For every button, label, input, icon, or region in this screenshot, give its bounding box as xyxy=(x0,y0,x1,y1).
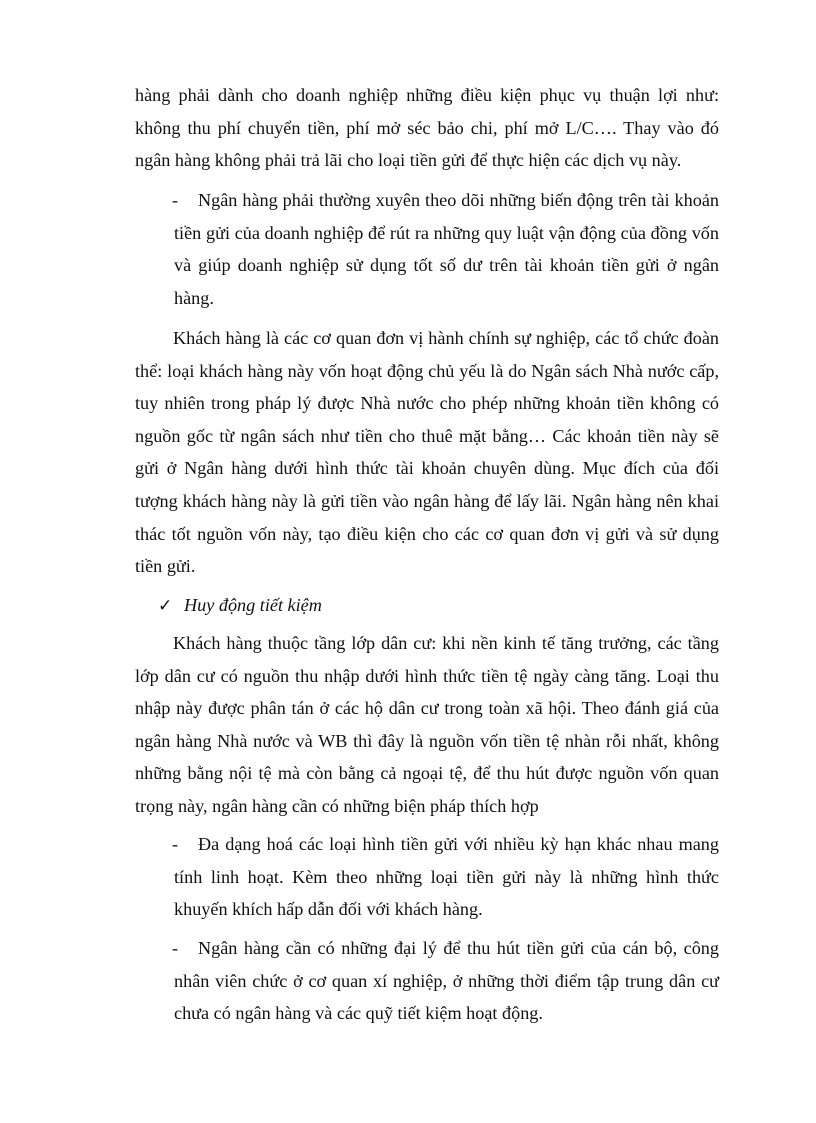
dash-marker: - xyxy=(172,834,179,854)
paragraph-continued: hàng phải dành cho doanh nghiệp những điều kiện phục vụ thuận lợi như: không thu phí chuyển tiền, phí mở séc bảo chi, phí mở L/C…. Thay vào đó ngân hàng không phải trả lãi cho loại tiền gửi để thực hiện các dịch vụ này. xyxy=(135,85,719,171)
bullet-item xyxy=(174,184,719,314)
checkmark-icon: ✓ xyxy=(158,596,173,616)
paragraph-residential-clients: Khách hàng thuộc tầng lớp dân cư: khi nền kinh tế tăng trưởng, các tầng lớp dân cư có nguồn thu nhập dưới hình thức tiền tệ ngày càng tăng. Loại thu nhập này được phân tán ở các hộ dân cư trong toàn xã hội. Theo đánh giá của ngân hàng Nhà nước và WB thì đây là nguồn vốn tiền tệ nhàn rỗi nhất, không những bằng nội tệ mà còn bằng cả ngoại tệ, để thu hút được nguồn vốn quan trọng này, ngân hàng cần có những biện pháp thích hợp xyxy=(135,633,719,816)
section-title: Huy động tiết kiệm xyxy=(184,595,322,615)
bullet-item xyxy=(174,828,719,926)
bullet-text: Ngân hàng phải thường xuyên theo dõi những biến động trên tài khoản tiền gửi của doanh nghiệp để rút ra những quy luật vận động của đồng vốn và giúp doanh nghiệp sử dụng tốt số dư trên tài khoản tiền gửi ở ngân hàng. xyxy=(174,190,719,308)
dash-marker: - xyxy=(172,938,179,958)
bullet-text: Đa dạng hoá các loại hình tiền gửi với nhiều kỳ hạn khác nhau mang tính linh hoạt. Kèm theo những loại tiền gửi này là những hình thức khuyến khích hấp dẫn đối với khách hàng. xyxy=(174,834,719,920)
paragraph-administrative-clients: Khách hàng là các cơ quan đơn vị hành chính sự nghiệp, các tổ chức đoàn thể: loại khách hàng này vốn hoạt động chủ yếu là do Ngân sách Nhà nước cấp, tuy nhiên trong pháp lý được Nhà nước cho phép những khoản tiền không có nguồn gốc từ ngân sách như tiền cho thuê mặt bằng… Các khoản tiền này sẽ gửi ở Ngân hàng dưới hình thức tài khoản chuyên dùng. Mục đích của đối tượng khách hàng này là gửi tiền vào ngân hàng để lấy lãi. Ngân hàng nên khai thác tốt nguồn vốn này, tạo điều kiện cho các cơ quan đơn vị gửi và sử dụng tiền gửi. xyxy=(135,328,719,577)
dash-marker: - xyxy=(172,190,179,210)
bullet-text: Ngân hàng cần có những đại lý để thu hút tiền gửi của cán bộ, công nhân viên chức ở cơ quan xí nghiệp, ở những thời điểm tập trung dân cư chưa có ngân hàng và các quỹ tiết kiệm hoạt động. xyxy=(174,938,719,1024)
bullet-item xyxy=(174,932,719,1030)
section-heading xyxy=(158,589,718,623)
